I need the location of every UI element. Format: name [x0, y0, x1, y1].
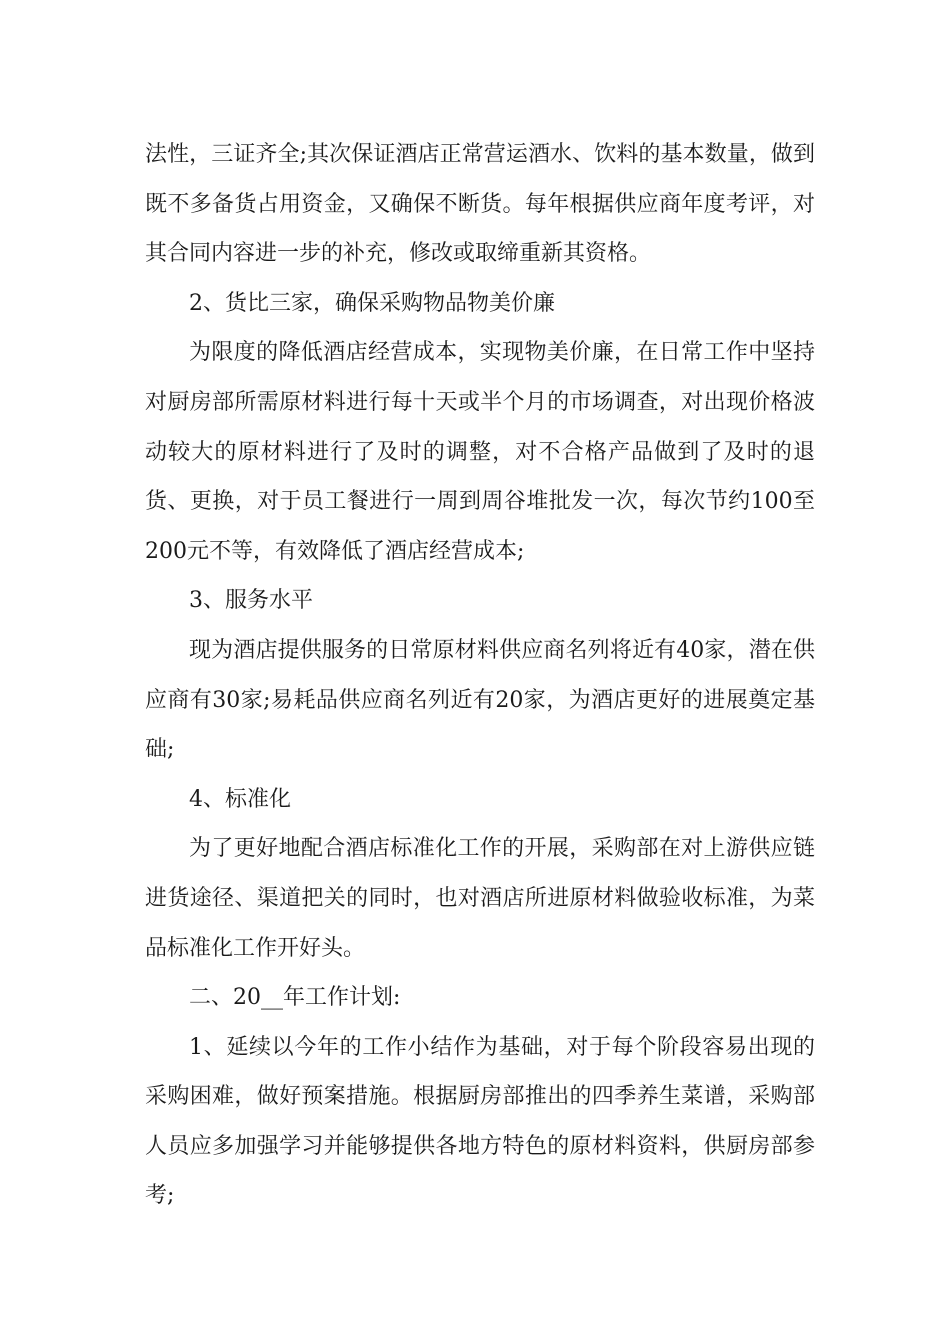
- document-body: [145, 130, 815, 1221]
- paragraph-standardization: 为了更好地配合酒店标准化工作的开展，采购部在对上游供应链进货途径、渠道把关的同时，也对酒店所进原材料做验收标准，为菜品标准化工作开好头。: [145, 836, 815, 961]
- heading-compare-suppliers: 2、货比三家，确保采购物品物美价廉: [189, 290, 555, 316]
- heading-work-plan: 二、20__年工作计划:: [189, 985, 401, 1011]
- paragraph-supplier-count: 现为酒店提供服务的日常原材料供应商名列将近有40家，潜在供应商有30家;易耗品供应商名列近有20家，为酒店更好的进展奠定基础;: [145, 637, 815, 763]
- paragraph-qualification: 法性，三证齐全;其次保证酒店正常营运酒水、饮料的基本数量，做到既不多备货占用资金，又确保不断货。每年根据供应商年度考评，对其合同内容进一步的补充，修改或取缔重新其资格。: [145, 142, 815, 267]
- paragraph-cost-reduction: 为限度的降低酒店经营成本，实现物美价廉，在日常工作中坚持对厨房部所需原材料进行每十天或半个月的市场调查，对出现价格波动较大的原材料进行了及时的调整，对不合格产品做到了及时的退货、更换，对于员工餐进行一周到周谷堆批发一次，每次节约100至200元不等，有效降低了酒店经营成本;: [145, 340, 815, 564]
- heading-standardization: 4、标准化: [189, 786, 291, 812]
- paragraph-plan-item-1: 1、延续以今年的工作小结作为基础，对于每个阶段容易出现的采购困难，做好预案措施。根据厨房部推出的四季养生菜谱，采购部人员应多加强学习并能够提供各地方特色的原材料资料，供厨房部参考;: [145, 1034, 815, 1209]
- heading-service-level: 3、服务水平: [189, 588, 313, 614]
